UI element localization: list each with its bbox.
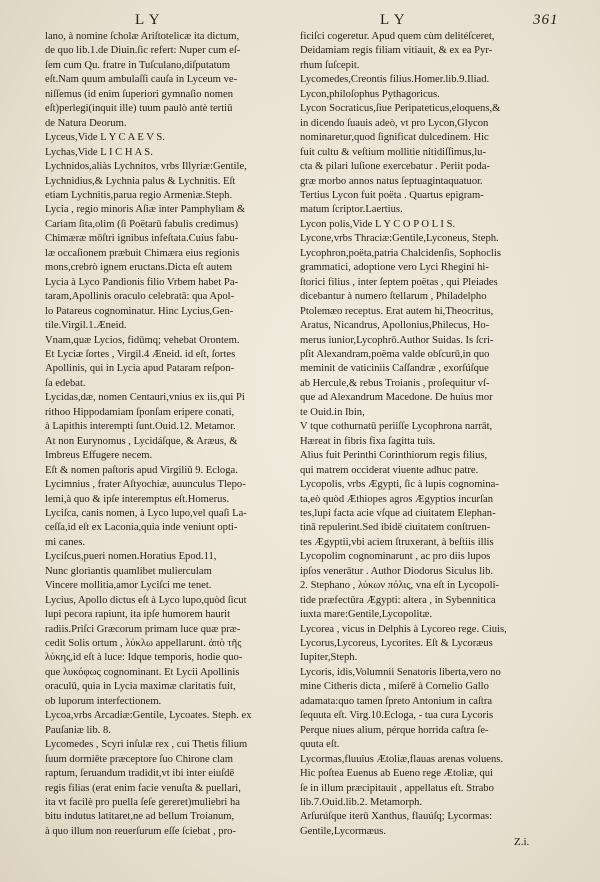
text-line: Lycomedes , Scyri inſulæ rex , cui Thetis filium [45,739,248,751]
text-line: Lycon Socraticus,ſiue Peripateticus,eloquens,& [300,103,501,115]
text-line: fuit cultu & veſtium mollitie nitidiſſimus,lu- [300,146,486,158]
text-line: Vincere mollitia,amor Lyciſci me tenet. [45,580,212,592]
text-line: λύκης,id eſt à luce: Idque temporis, hodie quo- [45,652,243,664]
text-line: Lyciſcus,pueri nomen.Horatius Epod.11, [45,551,217,563]
text-line: te Ouid.in Ibin, [300,406,365,418]
text-line: Gentile,Lycormæus. [300,825,386,837]
text-line: rithoo Hippodamiam ſponſam eripere conati, [45,406,235,418]
text-line: quuta eſt. [300,739,340,751]
header-right-letters: L Y [380,12,406,28]
left-column [45,30,305,839]
text-line: Lyceus,Vide L Y C A E V S. [45,132,165,144]
text-line: bitu indutus latitaret,ne ad bellum Troianum, [45,811,235,823]
text-line: Lycoa,vrbs Arcadiæ:Gentile, Lycoates. Steph. ex [45,710,252,722]
catchword: Z.i. [514,836,530,848]
text-line: ipſos venerātur . Author Diodorus Siculus lib. [300,565,494,577]
text-line: Aratus, Nicandrus, Apollonius,Philecus, Ho- [300,320,490,332]
text-line: ab Hercule,& rebus Troianis , proſequitur vſ- [300,377,490,389]
text-line: Lycophron,poëta,patria Chalcidenſis, Sophoclis [300,247,501,259]
text-line: ita vt facilè pro puella ſeſe gereret)muliebri ha [45,797,241,809]
text-line: Vnam,quæ Lycios, fidūmq; vehebat Orontem. [45,334,240,346]
text-line: tes Ægyptii,vbi aciem ſtruxerant, à beſtiis illis [300,536,494,548]
text-line: Lycone,vrbs Thraciæ:Gentile,Lyconeus, Steph. [300,233,499,245]
text-line: At non Eurynomus , Lycidáſque, & Aræus, & [45,435,238,447]
text-line: ſa edebat. [45,377,86,389]
text-line: Chimæræ mōſtri ignibus infeſtata.Cuius fabu- [45,233,239,245]
text-line: etiam Lychnitis,parua regio Armeniæ.Steph. [45,189,233,201]
text-line: matum ſcriptor.Laertius. [300,204,403,216]
text-line: ſem cum Qu. fratre in Tuſculano,diſputatum [45,59,231,71]
text-line: ſtorici filius , inter ſeptem poëtas , qui Pleiades [300,276,498,288]
text-line: ob luporum interfectionem. [45,695,162,707]
text-line: lemi,à quo & ipſe interemptus eſt.Homerus. [45,493,230,505]
text-line: qui matrem occiderat viuente adhuc patre. [300,464,479,476]
text-line: niſſemus (id enim ſuperiori gymnaſio nomen [45,88,234,100]
text-line: Hic poſtea Euenus ab Eueno rege Ætoliæ, qui [300,768,493,780]
text-line: regis filias (erat enim facie venuſta & puellari, [45,782,241,794]
text-line: lib.7.Ouid.lib.2. Metamorph. [300,797,423,809]
text-line: mi canes. [45,536,86,548]
text-line: cedit Solis ortum , λύκλω appellarunt. ἀπὸ τῆς [45,638,242,650]
text-line: de Natura Deorum. [45,117,127,129]
text-line: mons,crebrò ignem eructans.Dicta eſt autem [45,262,233,274]
text-line: nominaretur,quod ſignificat dulcedinem. Hic [300,132,489,144]
text-line: græ morbo annos natus ſeptuagintaquatuor. [300,175,483,187]
text-line: Lycopolim cognominarunt , ac pro diis lupos [300,551,491,563]
text-line: ſuum dormiēte præceptore ſuo Chirone clam [45,753,233,765]
text-line: Ptolemæo receptus. Erat autem hi,Theocritus, [300,305,494,317]
text-line: que ad Alexandrum Macedone. De huius mor [300,392,493,404]
text-line: Eſt & nomen paſtoris apud Virgiliū 9. Ecloga. [45,464,238,476]
text-line: V tque cothurnatū periiſſe Lycophrona narrāt, [300,421,493,433]
text-line: que λυκόφως cognominant. Et Lycii Apollinis [45,666,240,678]
text-line: adamata:quo tamen ſpreto Antonium in caſtra [300,695,493,707]
text-line: lo Patareus cognominatur. Hinc Lycius,Gen- [45,305,234,317]
text-line: Lycoris, idis,Volumnii Senatoris liberta,vero no [300,666,501,678]
text-line: ceſſa,id eſt ex Laconia,quia inde veniunt opti- [45,522,238,534]
text-line: Arſurúſque iterū Xanthus, flauúſq; Lycormas: [300,811,493,823]
text-line: Lycimnius , frater Aſtyochiæ, auunculus Tlepo- [45,479,246,491]
text-line: Tertius Lycon fuit poëta . Quartus epigram- [300,189,484,201]
text-line: ſequuta eſt. Virg.10.Ecloga, - tua cura Lycoris [300,710,494,722]
text-line: Lycius, Apollo dictus eſt à Lyco lupo,quòd ſicut [45,594,247,606]
text-line: cta & pilari luſione exercebatur . Periit poda- [300,161,491,173]
text-line: oraculū, quia in Lycia maximæ claritatis fuit, [45,681,236,693]
header-left-letters: L Y [135,12,161,28]
text-line: pſit Alexandram,poëma valde obſcurū,in quo [300,348,490,360]
text-line: Lycormas,fluuius Ætoliæ,flauas arenas voluens. [300,753,504,765]
text-line: Lychnidos,aliàs Lychnitos, vrbs Illyriæ:Gentile, [45,161,247,173]
text-line: tinā repulerint.Sed ibidē ciuitatem conſtruen- [300,522,491,534]
text-line: Lycorus,Lycoreus, Lycorites. Eſt & Lycoræus [300,638,493,650]
text-line: Iupiter,Steph. [300,652,358,664]
text-line: Apollinis, qui in Lycia apud Pataram reſpon- [45,363,235,375]
text-line: grammatici, adoptione vero Lyci Rhegini hi- [300,262,489,274]
text-line: Lycon polis,Vide L Y C O P O L I S. [300,218,456,230]
text-line: lupi pecora rapiunt, ita ipſe humorem haurit [45,609,231,621]
text-line: merus iunior,Lycophrō.Author Suidas. Is ſcri- [300,334,494,346]
text-line: à Lapithis interempti ſunt.Ouid.12. Metamor. [45,421,236,433]
text-line: à quo illum non reuerſurum eſſe ſciebat , pro- [45,825,236,837]
text-line: Et Lyciæ ſortes , Virgil.4 Æneid. id eſt, ſortes [45,348,236,360]
text-line: Cariam ſita,olim (ſi Poëtarū fabulis credimus) [45,218,238,230]
text-line: mine Citheris dicta , miſerē à Cornelio Gallo [300,681,489,693]
text-line: meminit de vaticiniis Caſſandræ , exorſúſque [300,363,489,375]
text-line: Lycidas,dæ, nomen Centauri,vnius ex iis,qui Pi [45,392,245,404]
text-line: eſt)perlegi(inquit ille) tuum paulò antè tertiū [45,103,233,115]
text-line: radiis.Priſci Græcorum primam luce quæ præ- [45,623,241,635]
text-line: Perque niues alium, pérque horrida caſtra ſe- [300,724,489,736]
text-line: eſt.Nam quum ambulaſſi cauſa in Lyceum ve- [45,74,238,86]
text-line: lano, à nomine ſcholæ Ariſtotelicæ ita dictum, [45,31,240,42]
text-line: de quo lib.1.de Diuin.ſic refert: Nuper cum eſ- [45,45,241,57]
text-line: Nunc gloriantis quamlibet mulierculam [45,565,212,577]
text-line: Lycopolis, vrbs Ægypti, ſic à lupis cognomina- [300,479,499,491]
page-number: 361 [533,12,559,28]
text-line: ficiſci cogeretur. Apud quem cùm delitéſceret, [300,31,495,42]
text-line: Lychnidius,& Lychnia palus & Lychnitis. Eſt [45,175,236,187]
text-line: tes,lupi facta acie vſque ad ciuitatem Elephan- [300,507,496,519]
text-line: tile.Virgil.1.Æneid. [45,320,127,332]
text-line: Hæreat in fibris fixa ſagitta tuis. [300,435,436,447]
right-column [300,30,570,839]
text-line: Pauſaniæ lib. 8. [45,724,111,736]
text-line: Lyciſca, canis nomen, à Lyco lupo,vel quaſi La- [45,507,247,519]
text-line: Lychas,Vide L I C H A S. [45,146,153,158]
text-line: Deidamiam regis filiam vitiauit, & ex ea Pyr- [300,45,493,57]
text-line: iuxta mare:Gentile,Lycopolitæ. [300,609,433,621]
text-line: dicebantur à numero ſtellarum , Philadelpho [300,291,487,303]
text-line: ta,eò quòd Æthiopes agros Ægyptios incurſan [300,493,494,505]
text-line: Lycia , regio minoris Aſiæ inter Pamphyliam & [45,204,246,216]
text-line: Lycon,philoſophus Pythagoricus. [300,88,440,100]
text-line: læ occaſionem præbuit Chimæra eius regionis [45,247,240,259]
text-line: Imbreus Effugere necem. [45,450,153,462]
text-line: taram,Apollinis oraculo celebratā: qua Apol- [45,291,235,303]
text-line: raptum, ſeruandum tradidit,vt ibi inter eiuſdē [45,768,235,780]
text-line: Alius fuit Perinthi Corinthiorum regis filius, [300,450,488,462]
text-line: tide præfectūra Ægypti: altera , in Sybennitica [300,594,496,606]
text-line: rhum ſuſcepit. [300,59,360,71]
text-line: ſe in illum præcipitauit , appellatus eſt. Strabo [300,782,494,794]
text-line: Lycia à Lyco Pandionis filio Vrbem habet Pa- [45,276,239,288]
text-line: Lycomedes,Creontis filius.Homer.lib.9.Iliad. [300,74,490,86]
text-line: in dicendo ſuauis adeò, vt pro Lycon,Glycon [300,117,489,129]
text-line: 2. Stephano , λύκων πόλις, vna eſt in Lycopoli- [300,580,500,592]
text-line: Lycorea , vicus in Delphis à Lycoreo rege. Ciuis, [300,623,507,635]
